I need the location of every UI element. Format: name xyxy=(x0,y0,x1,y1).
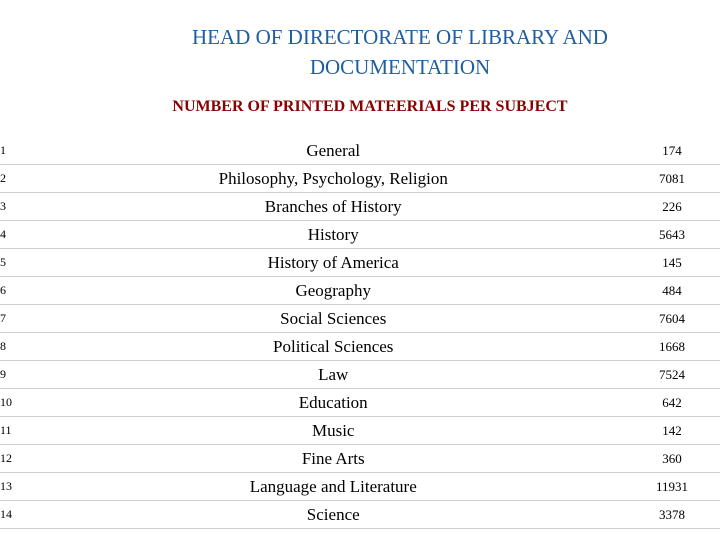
count-cell: 145 xyxy=(624,249,720,277)
count-cell: 3378 xyxy=(624,501,720,529)
subject-cell: Philosophy, Psychology, Religion xyxy=(50,165,615,193)
subject-cell: Social Sciences xyxy=(50,305,615,333)
table-row xyxy=(0,137,720,165)
table-row xyxy=(0,445,720,473)
count-cell: 1668 xyxy=(624,333,720,361)
count-cell: 7524 xyxy=(624,361,720,389)
subject-cell: Law xyxy=(50,361,615,389)
row-number: 14 xyxy=(0,501,40,529)
subject-cell: Music xyxy=(50,417,615,445)
table-row xyxy=(0,221,720,249)
subjects-table xyxy=(0,137,720,529)
subject-cell: History of America xyxy=(50,249,615,277)
row-number: 1 xyxy=(0,137,40,165)
count-cell: 484 xyxy=(624,277,720,305)
table-row xyxy=(0,417,720,445)
row-number: 2 xyxy=(0,165,40,193)
row-number: 11 xyxy=(0,417,40,445)
subject-cell: History xyxy=(50,221,615,249)
table-row xyxy=(0,333,720,361)
table-subtitle: NUMBER OF PRINTED MATEERIALS PER SUBJECT xyxy=(172,98,568,115)
row-number: 13 xyxy=(0,473,40,501)
table-row xyxy=(0,473,720,501)
table-row xyxy=(0,305,720,333)
table-row xyxy=(0,193,720,221)
row-number: 6 xyxy=(0,277,40,305)
count-cell: 11931 xyxy=(624,473,720,501)
table-row xyxy=(0,501,720,529)
subject-cell: General xyxy=(50,137,615,165)
row-number: 7 xyxy=(0,305,40,333)
count-cell: 360 xyxy=(624,445,720,473)
count-cell: 174 xyxy=(624,137,720,165)
table-row xyxy=(0,361,720,389)
row-number: 10 xyxy=(0,389,40,417)
page-title-line-1: HEAD OF DIRECTORATE OF LIBRARY AND xyxy=(192,25,608,49)
table-row xyxy=(0,249,720,277)
count-cell: 5643 xyxy=(624,221,720,249)
subject-cell: Branches of History xyxy=(50,193,615,221)
subject-cell: Education xyxy=(50,389,615,417)
table-row xyxy=(0,277,720,305)
subject-cell: Language and Literature xyxy=(50,473,615,501)
count-cell: 642 xyxy=(624,389,720,417)
subject-cell: Political Sciences xyxy=(50,333,615,361)
row-number: 9 xyxy=(0,361,40,389)
row-number: 3 xyxy=(0,193,40,221)
table-row xyxy=(0,389,720,417)
page-title xyxy=(100,22,700,82)
row-number: 12 xyxy=(0,445,40,473)
subject-cell: Fine Arts xyxy=(50,445,615,473)
count-cell: 226 xyxy=(624,193,720,221)
subject-cell: Science xyxy=(50,501,615,529)
row-number: 5 xyxy=(0,249,40,277)
table-row xyxy=(0,165,720,193)
count-cell: 7081 xyxy=(624,165,720,193)
subject-cell: Geography xyxy=(50,277,615,305)
count-cell: 142 xyxy=(624,417,720,445)
row-number: 8 xyxy=(0,333,40,361)
page-title-line-2: DOCUMENTATION xyxy=(309,55,491,79)
count-cell: 7604 xyxy=(624,305,720,333)
row-number: 4 xyxy=(0,221,40,249)
